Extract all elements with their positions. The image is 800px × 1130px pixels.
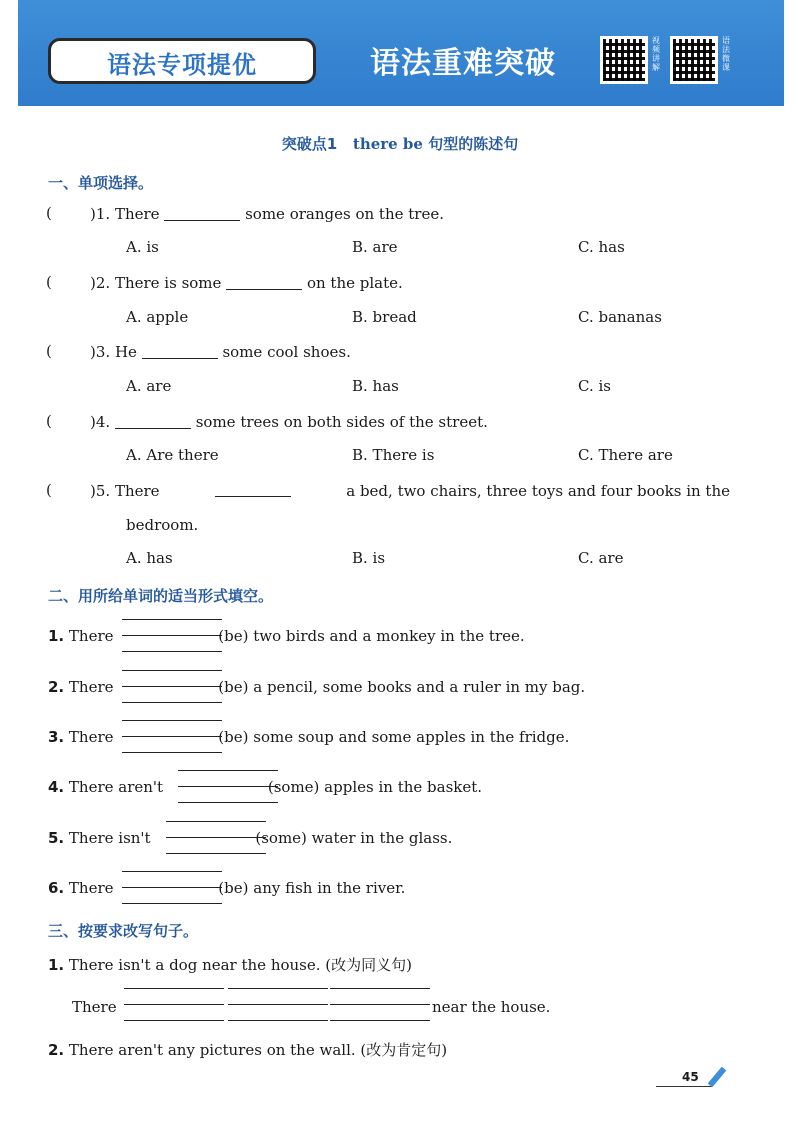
rewrite-item-2: 2. There aren't any pictures on the wall. (改为肯定句): [48, 1041, 448, 1059]
option-c: C. bananas: [578, 308, 662, 326]
question-5: )5. There a bed, two chairs, three toys and four books in the: [90, 482, 730, 500]
question-1: )1. There some oranges on the tree.: [90, 205, 444, 223]
qr-code-icon: [600, 36, 648, 84]
option-b: B. are: [352, 238, 398, 256]
option-c: C. is: [578, 377, 611, 395]
page-number: 45: [682, 1070, 699, 1084]
header-badge-label: 语法专项提优: [107, 51, 257, 79]
option-b: B. There is: [352, 446, 435, 464]
answer-paren: (: [46, 342, 52, 360]
option-a: A. is: [126, 238, 159, 256]
part2-heading: 二、用所给单词的适当形式填空。: [48, 587, 274, 605]
part1-heading: 一、单项选择。: [48, 174, 154, 192]
option-a: A. are: [126, 377, 172, 395]
answer-paren: (: [46, 204, 52, 222]
qr-caption-lesson: 语法微课: [722, 36, 730, 72]
option-a: A. Are there: [126, 446, 219, 464]
option-b: B. bread: [352, 308, 417, 326]
fill-item-4: 4. There aren't (some) apples in the basket.: [48, 778, 483, 796]
qr-code-icon: [670, 36, 718, 84]
fill-item-2: 2. There (be) a pencil, some books and a ruler in my bag.: [48, 678, 586, 696]
pencil-icon: [708, 1067, 727, 1088]
fill-item-6: 6. There (be) any fish in the river.: [48, 879, 406, 897]
part3-heading: 三、按要求改写句子。: [48, 922, 199, 940]
answer-paren: (: [46, 412, 52, 430]
rewrite-answer-1-end: near the house.: [432, 998, 551, 1016]
rewrite-answer-1-start: There: [72, 998, 117, 1016]
option-b: B. has: [352, 377, 399, 395]
option-b: B. is: [352, 549, 386, 567]
option-a: A. has: [126, 549, 173, 567]
header-banner: [18, 0, 784, 106]
header-badge: [48, 38, 316, 84]
section-en: there be: [352, 135, 423, 153]
question-5-cont: bedroom.: [126, 516, 199, 534]
page-rule: [656, 1086, 712, 1087]
question-3: )3. He some cool shoes.: [90, 343, 351, 361]
question-4: )4. some trees on both sides of the street.: [90, 413, 488, 431]
option-c: C. There are: [578, 446, 673, 464]
section-title: [0, 133, 800, 154]
answer-paren: (: [46, 273, 52, 291]
option-c: C. are: [578, 549, 624, 567]
section-prefix: 突破点1: [281, 135, 338, 153]
section-suffix: 句型的陈述句: [428, 135, 519, 153]
qr-caption-video: 视频讲解: [652, 36, 660, 72]
fill-item-3: 3. There (be) some soup and some apples in the fridge.: [48, 728, 570, 746]
header-title: 语法重难突破: [370, 46, 556, 81]
question-2: )2. There is some on the plate.: [90, 274, 403, 292]
option-a: A. apple: [126, 308, 189, 326]
rewrite-item-1: 1. There isn't a dog near the house. (改为同义句): [48, 956, 412, 974]
answer-paren: (: [46, 481, 52, 499]
option-c: C. has: [578, 238, 625, 256]
fill-item-5: 5. There isn't (some) water in the glass.: [48, 829, 453, 847]
fill-item-1: 1. There (be) two birds and a monkey in the tree.: [48, 627, 525, 645]
